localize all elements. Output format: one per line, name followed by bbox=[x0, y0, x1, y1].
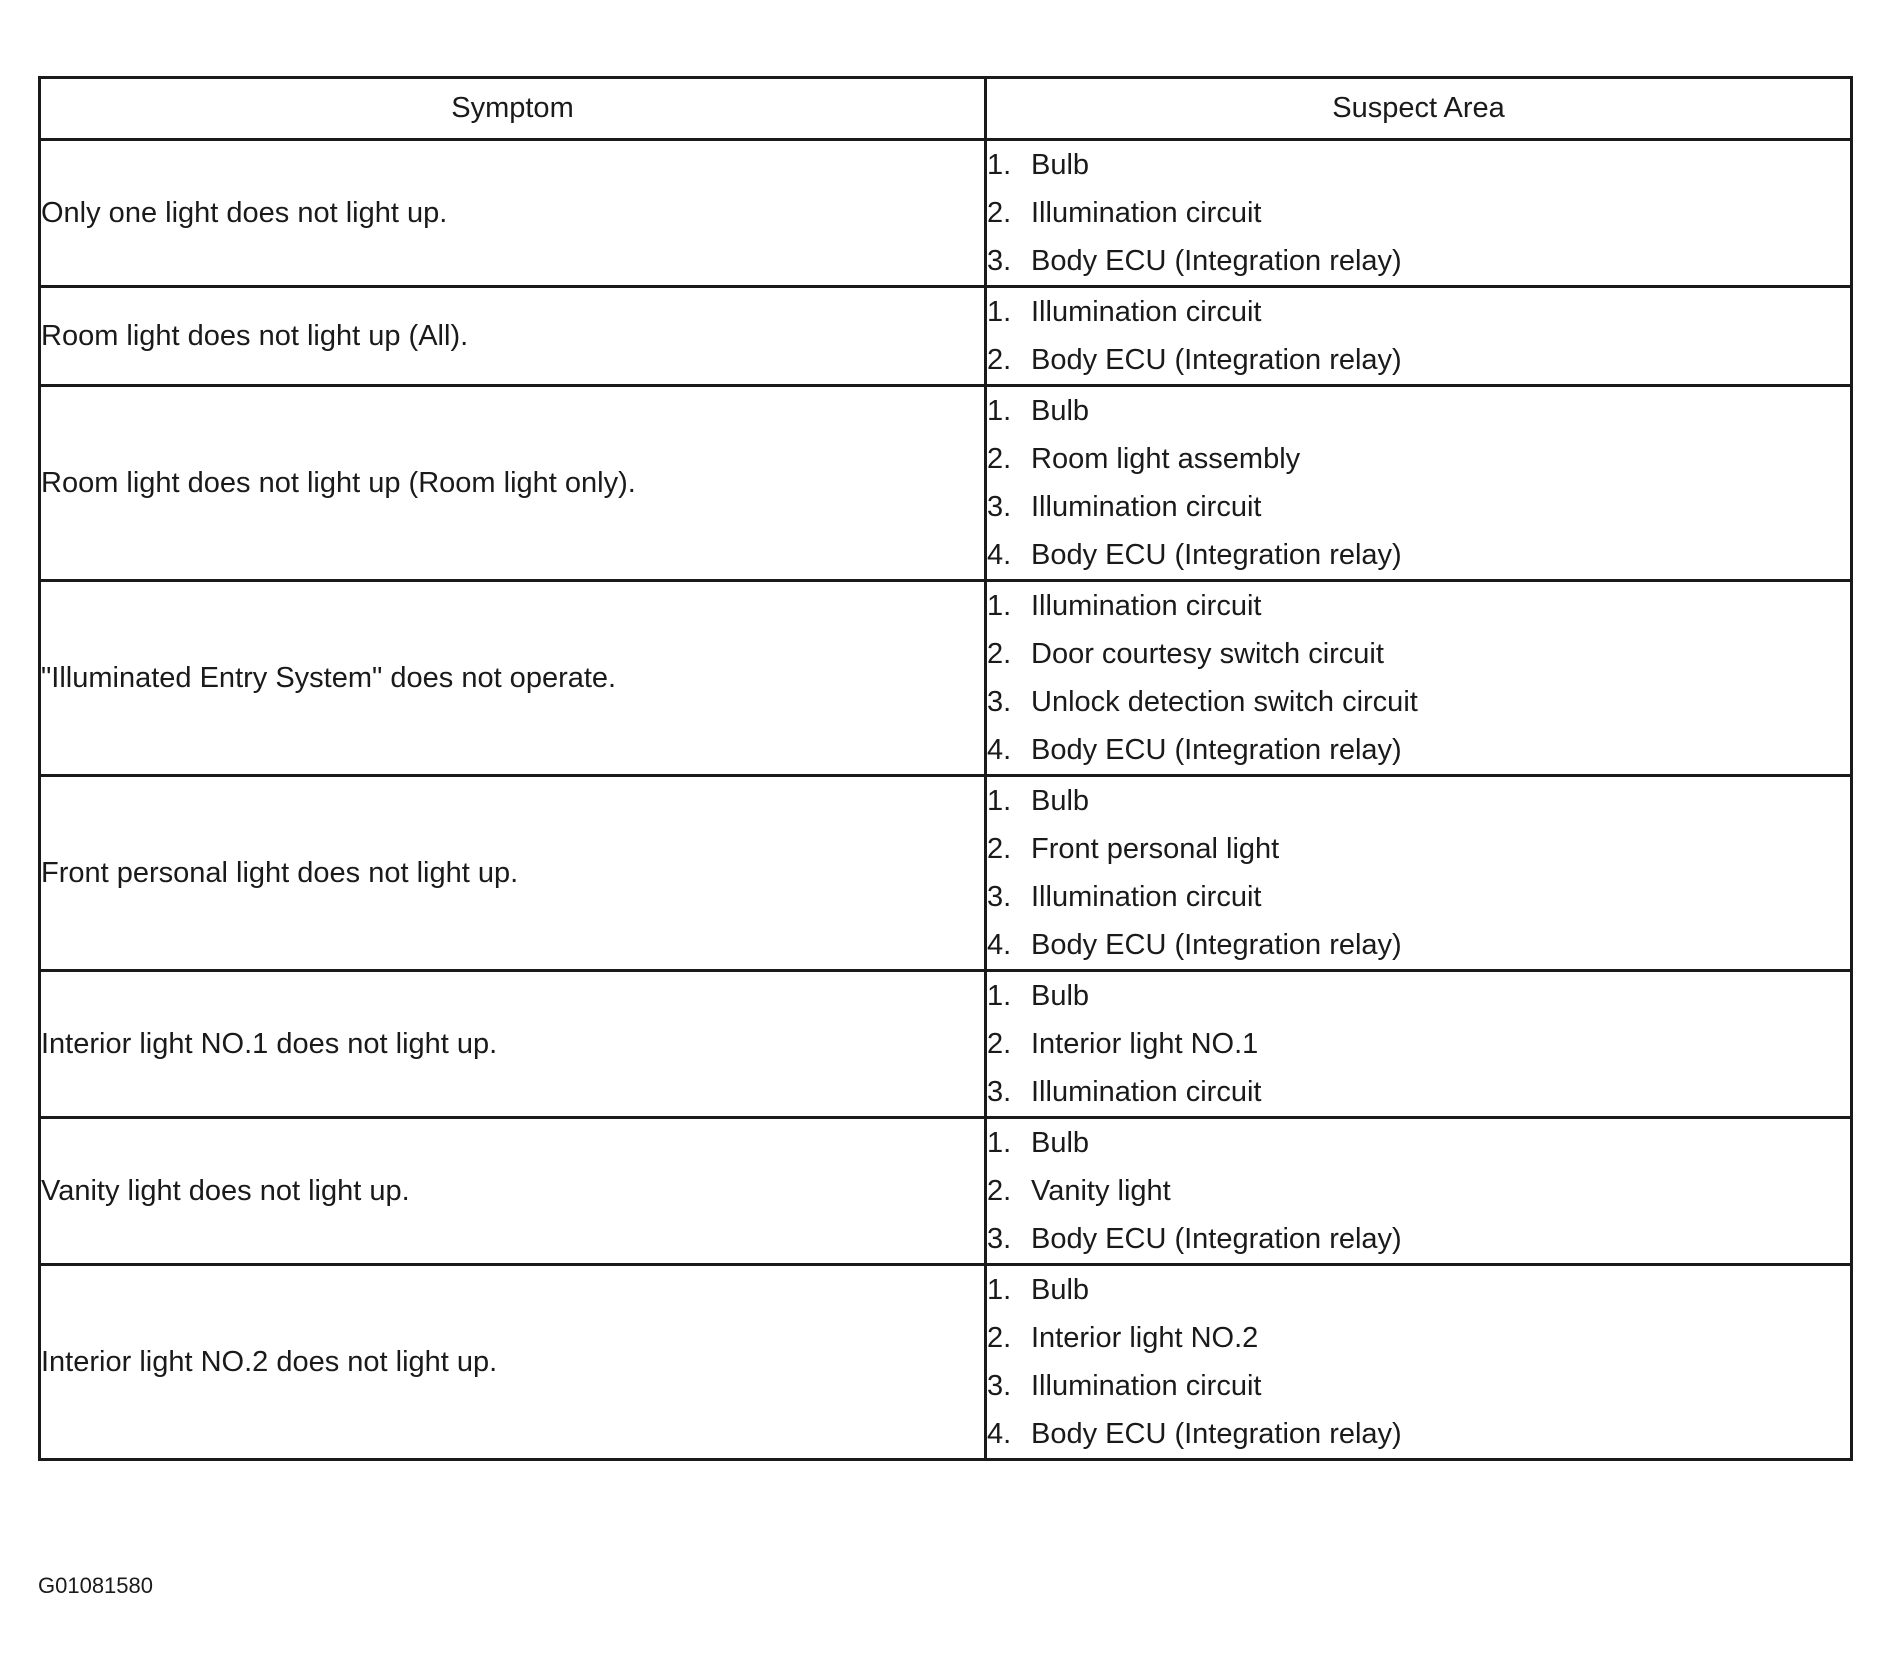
suspect-item-label: Illumination circuit bbox=[1031, 590, 1262, 622]
table-header-row bbox=[40, 78, 1852, 140]
suspect-item: 2. Vanity light bbox=[987, 1175, 1171, 1207]
table-row bbox=[40, 1265, 1852, 1460]
suspect-item-label: Illumination circuit bbox=[1031, 1076, 1262, 1108]
suspect-item: 1. Bulb bbox=[987, 149, 1090, 181]
suspect-list bbox=[987, 777, 1850, 969]
suspect-item: 1. Illumination circuit bbox=[987, 296, 1262, 328]
suspect-item: 4. Body ECU (Integration relay) bbox=[987, 539, 1402, 571]
suspect-item-label: Body ECU (Integration relay) bbox=[1031, 1418, 1402, 1450]
suspect-item: 2. Front personal light bbox=[987, 833, 1280, 865]
suspect-item-label: Illumination circuit bbox=[1031, 1370, 1262, 1402]
troubleshooting-table-container bbox=[38, 76, 1850, 1461]
suspect-item-label: Front personal light bbox=[1031, 833, 1280, 865]
symptom-cell: Only one light does not light up. bbox=[40, 140, 986, 287]
suspect-item: 3. Illumination circuit bbox=[987, 1076, 1262, 1108]
symptom-column-header: Symptom bbox=[40, 78, 986, 140]
suspect-item: 3. Illumination circuit bbox=[987, 491, 1262, 523]
suspect-item: 2. Body ECU (Integration relay) bbox=[987, 344, 1402, 376]
table-row bbox=[40, 581, 1852, 776]
suspect-item: 1. Bulb bbox=[987, 785, 1090, 817]
suspect-item: 1. Bulb bbox=[987, 980, 1090, 1012]
suspect-item-label: Interior light NO.1 bbox=[1031, 1028, 1259, 1060]
symptom-cell: Room light does not light up (All). bbox=[40, 287, 986, 386]
suspect-list bbox=[987, 288, 1850, 384]
symptom-cell: Interior light NO.1 does not light up. bbox=[40, 971, 986, 1118]
suspect-item: 2. Illumination circuit bbox=[987, 197, 1262, 229]
suspect-item: 2. Interior light NO.2 bbox=[987, 1322, 1259, 1354]
suspect-item-label: Body ECU (Integration relay) bbox=[1031, 539, 1402, 571]
suspect-area-cell bbox=[986, 140, 1852, 287]
problem-symptoms-table bbox=[38, 76, 1853, 1461]
suspect-item: 3. Unlock detection switch circuit bbox=[987, 686, 1418, 718]
suspect-area-cell bbox=[986, 287, 1852, 386]
suspect-item: 3. Illumination circuit bbox=[987, 1370, 1262, 1402]
suspect-item: 4. Body ECU (Integration relay) bbox=[987, 929, 1402, 961]
suspect-item-label: Vanity light bbox=[1031, 1175, 1171, 1207]
suspect-item-label: Interior light NO.2 bbox=[1031, 1322, 1259, 1354]
suspect-list bbox=[987, 141, 1850, 285]
suspect-item: 1. Bulb bbox=[987, 1274, 1090, 1306]
symptom-cell: "Illuminated Entry System" does not operate. bbox=[40, 581, 986, 776]
suspect-item: 2. Interior light NO.1 bbox=[987, 1028, 1259, 1060]
symptom-cell: Interior light NO.2 does not light up. bbox=[40, 1265, 986, 1460]
suspect-item: 3. Body ECU (Integration relay) bbox=[987, 245, 1402, 277]
suspect-item-label: Body ECU (Integration relay) bbox=[1031, 245, 1402, 277]
figure-id-label: G01081580 bbox=[38, 1573, 153, 1598]
symptom-cell: Room light does not light up (Room light only). bbox=[40, 386, 986, 581]
suspect-item-label: Illumination circuit bbox=[1031, 881, 1262, 913]
suspect-item-label: Bulb bbox=[1031, 395, 1090, 427]
suspect-item-label: Body ECU (Integration relay) bbox=[1031, 734, 1402, 766]
table-row bbox=[40, 971, 1852, 1118]
suspect-item: 2. Room light assembly bbox=[987, 443, 1301, 475]
suspect-item-label: Bulb bbox=[1031, 1127, 1090, 1159]
suspect-item-label: Illumination circuit bbox=[1031, 491, 1262, 523]
suspect-area-cell bbox=[986, 1265, 1852, 1460]
table-row bbox=[40, 1118, 1852, 1265]
suspect-item-label: Door courtesy switch circuit bbox=[1031, 638, 1384, 670]
suspect-item-label: Illumination circuit bbox=[1031, 197, 1262, 229]
suspect-item: 3. Illumination circuit bbox=[987, 881, 1262, 913]
table-row bbox=[40, 386, 1852, 581]
symptom-cell: Front personal light does not light up. bbox=[40, 776, 986, 971]
suspect-item-label: Bulb bbox=[1031, 1274, 1090, 1306]
table-body bbox=[40, 140, 1852, 1460]
suspect-list bbox=[987, 972, 1850, 1116]
suspect-item-label: Body ECU (Integration relay) bbox=[1031, 929, 1402, 961]
symptom-cell: Vanity light does not light up. bbox=[40, 1118, 986, 1265]
suspect-item-label: Body ECU (Integration relay) bbox=[1031, 1223, 1402, 1255]
table-row bbox=[40, 287, 1852, 386]
suspect-area-cell bbox=[986, 386, 1852, 581]
suspect-item-label: Illumination circuit bbox=[1031, 296, 1262, 328]
suspect-item-label: Bulb bbox=[1031, 980, 1090, 1012]
suspect-item-label: Room light assembly bbox=[1031, 443, 1301, 475]
suspect-list bbox=[987, 387, 1850, 579]
suspect-item: 1. Bulb bbox=[987, 1127, 1090, 1159]
suspect-item: 4. Body ECU (Integration relay) bbox=[987, 734, 1402, 766]
suspect-area-column-header: Suspect Area bbox=[986, 78, 1852, 140]
suspect-item-label: Unlock detection switch circuit bbox=[1031, 686, 1418, 718]
suspect-item: 2. Door courtesy switch circuit bbox=[987, 638, 1384, 670]
suspect-item-label: Bulb bbox=[1031, 149, 1090, 181]
suspect-list bbox=[987, 582, 1850, 774]
suspect-area-cell bbox=[986, 1118, 1852, 1265]
table-row bbox=[40, 140, 1852, 287]
suspect-item: 3. Body ECU (Integration relay) bbox=[987, 1223, 1402, 1255]
suspect-item-label: Body ECU (Integration relay) bbox=[1031, 344, 1402, 376]
suspect-area-cell bbox=[986, 581, 1852, 776]
table-row bbox=[40, 776, 1852, 971]
suspect-list bbox=[987, 1266, 1850, 1458]
suspect-item: 1. Bulb bbox=[987, 395, 1090, 427]
suspect-item: 1. Illumination circuit bbox=[987, 590, 1262, 622]
suspect-area-cell bbox=[986, 776, 1852, 971]
suspect-list bbox=[987, 1119, 1850, 1263]
suspect-item-label: Bulb bbox=[1031, 785, 1090, 817]
suspect-area-cell bbox=[986, 971, 1852, 1118]
suspect-item: 4. Body ECU (Integration relay) bbox=[987, 1418, 1402, 1450]
